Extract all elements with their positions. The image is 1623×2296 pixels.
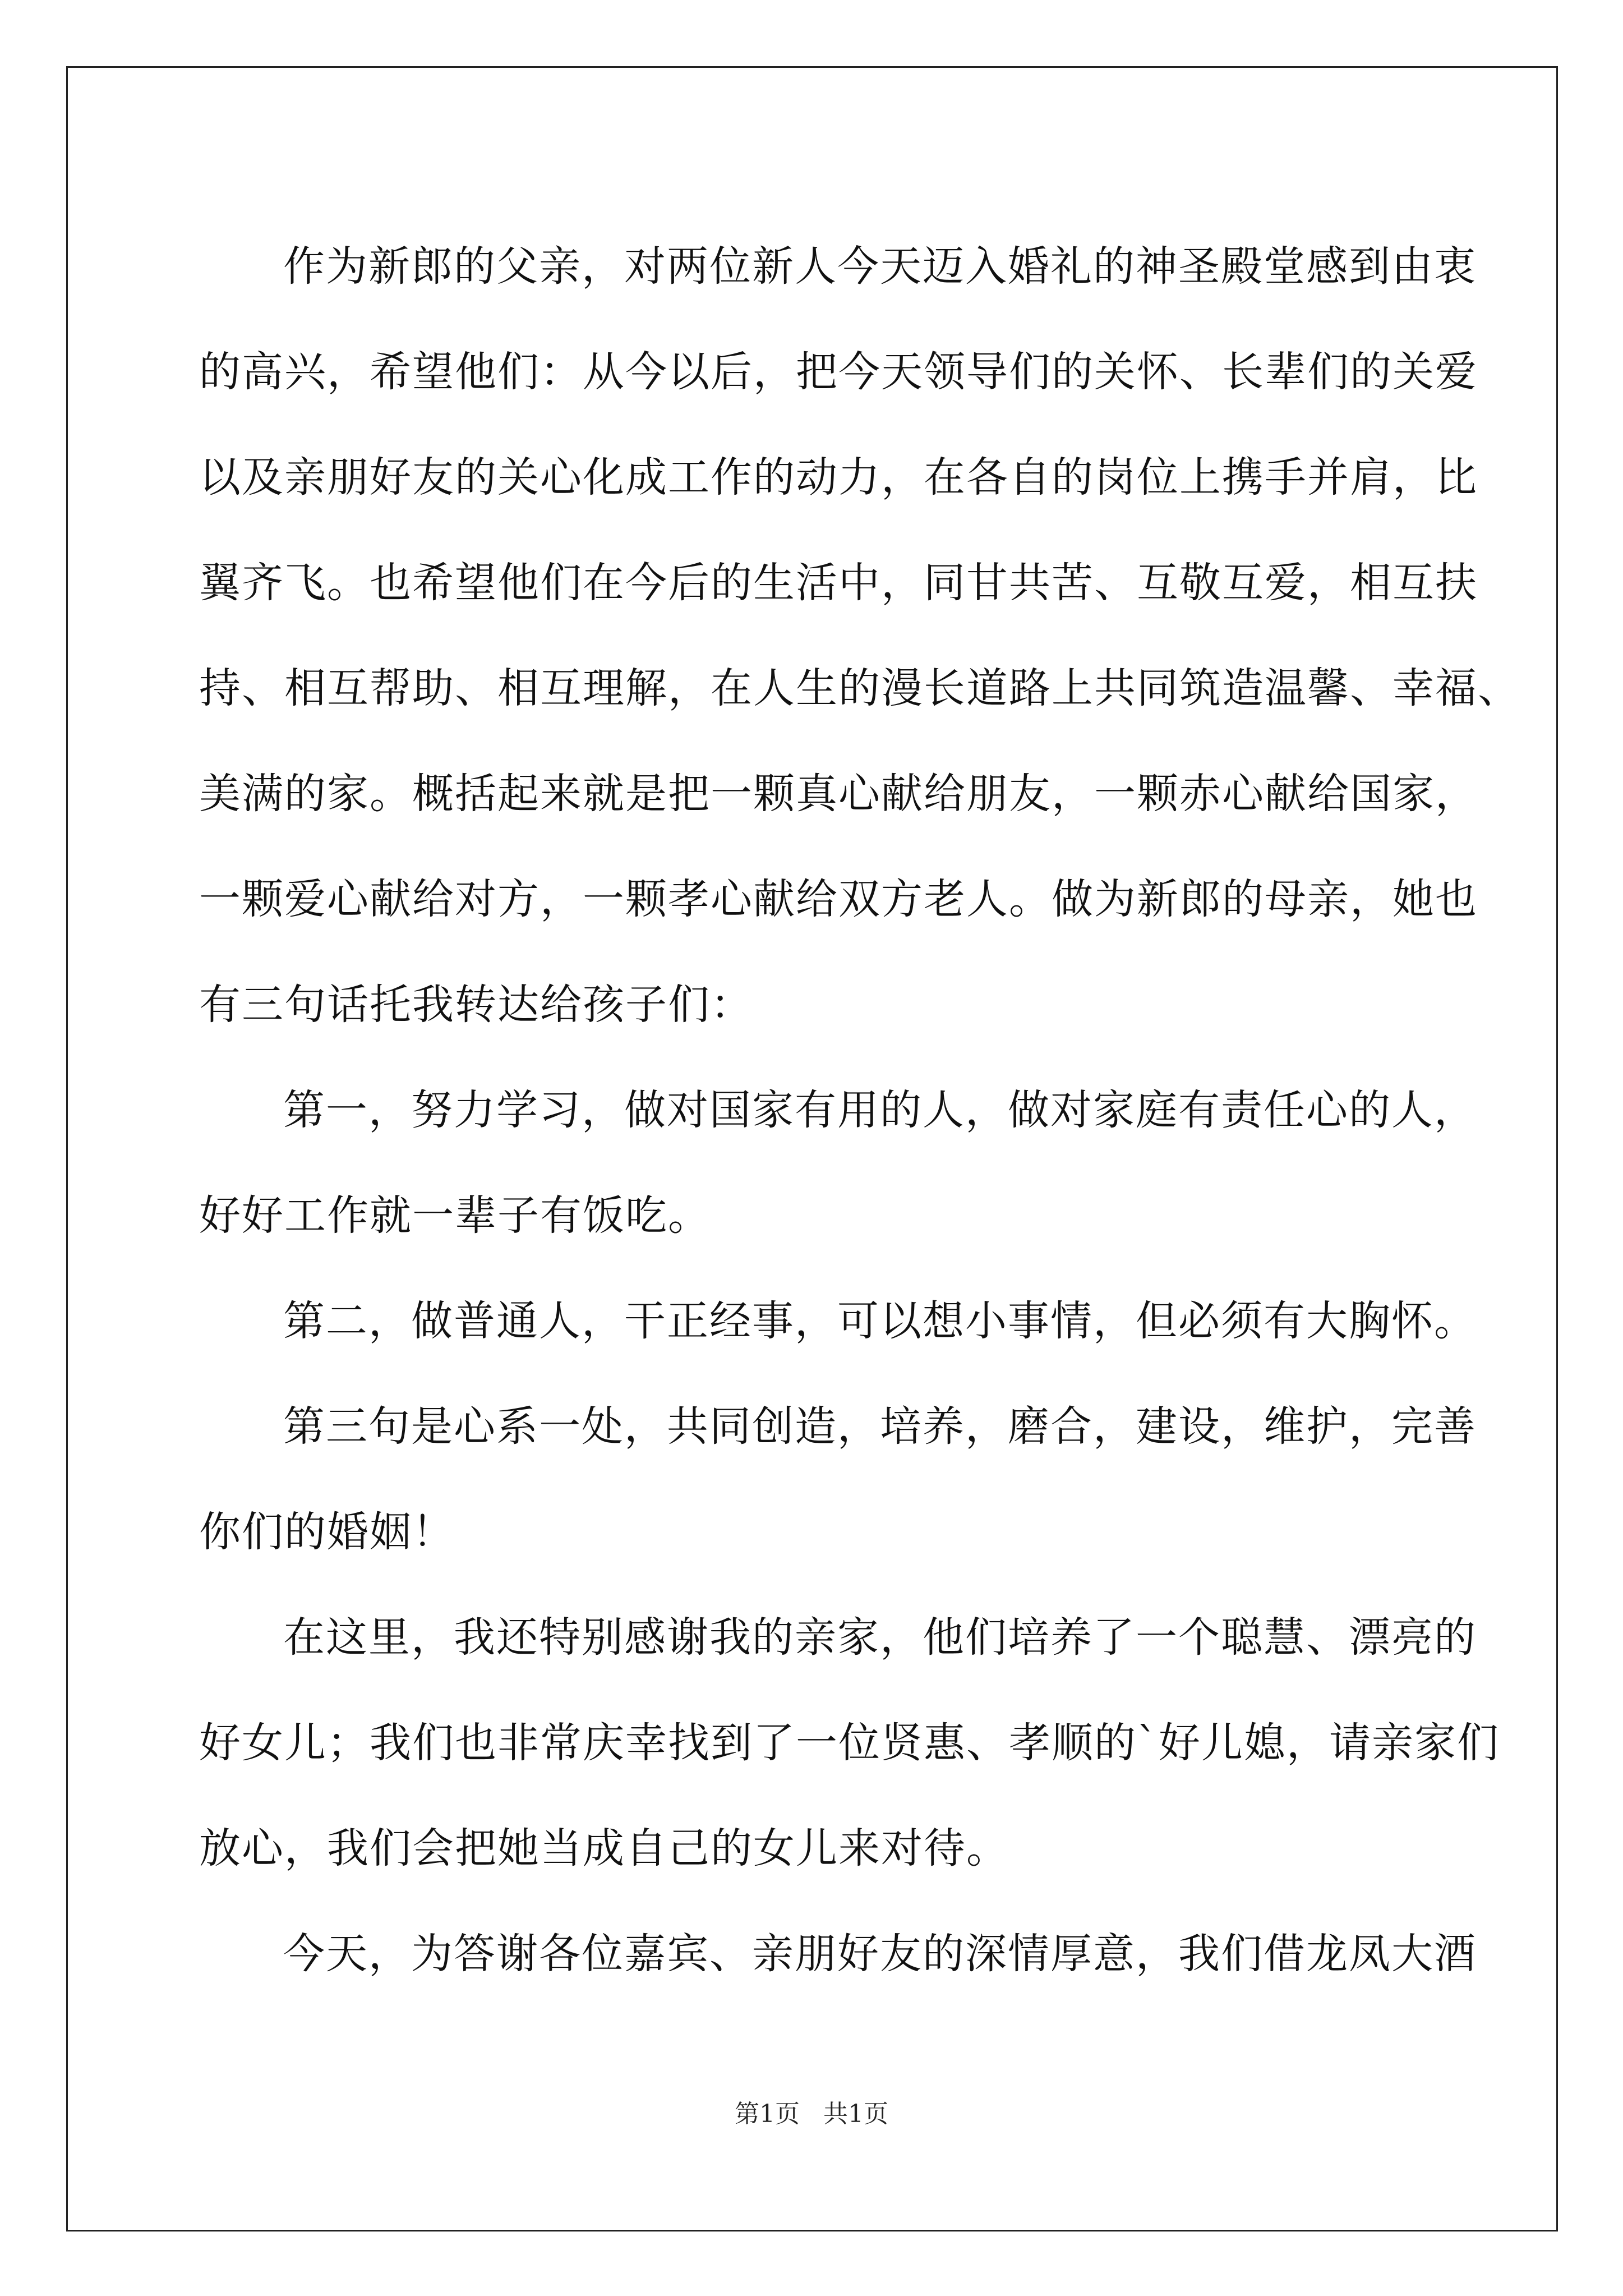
- text-line: 放心，我们会把她当成自己的女儿来对待。: [199, 1824, 1009, 1872]
- text-line: 在这里，我还特别感谢我的亲家，他们培养了一个聪慧、漂亮的: [283, 1613, 1477, 1662]
- text-line: 第二，做普通人，干正经事，可以想小事情，但必须有大胸怀。: [283, 1297, 1477, 1345]
- text-line: 好好工作就一辈子有饭吃。: [199, 1191, 711, 1240]
- text-line: 你们的婚姻！: [199, 1508, 455, 1556]
- text-line: 的高兴，希望他们：从今以后，把今天领导们的关怀、长辈们的关爱: [199, 348, 1478, 396]
- document-body: [199, 214, 1520, 2007]
- page-footer: [0, 2093, 1623, 2129]
- text-line: 以及亲朋好友的关心化成工作的动力，在各自的岗位上携手并肩，比: [199, 453, 1478, 501]
- current-page-label: 第1页: [735, 2100, 800, 2128]
- text-line: 翼齐飞。也希望他们在今后的生活中，同甘共苦、互敬互爱，相互扶: [199, 559, 1478, 607]
- text-line: 作为新郎的父亲，对两位新人今天迈入婚礼的神圣殿堂感到由衷: [283, 242, 1477, 291]
- text-line: 第一，努力学习，做对国家有用的人，做对家庭有责任心的人，: [283, 1086, 1477, 1134]
- text-line: 第三句是心系一处，共同创造，培养，磨合，建设，维护，完善: [283, 1402, 1477, 1451]
- total-pages-label: 共1页: [823, 2100, 888, 2128]
- text-line: 有三句话托我转达给孩子们：: [199, 981, 753, 1029]
- text-line: 一颗爱心献给对方，一颗孝心献给双方老人。做为新郎的母亲，她也: [199, 875, 1478, 923]
- text-line: 好女儿；我们也非常庆幸找到了一位贤惠、孝顺的`好儿媳，请亲家们: [199, 1719, 1500, 1767]
- text-line: 持、相互帮助、相互理解，在人生的漫长道路上共同筑造温馨、幸福、: [199, 664, 1520, 712]
- text-line: 今天，为答谢各位嘉宾、亲朋好友的深情厚意，我们借龙凤大酒: [283, 1930, 1477, 1978]
- text-line: 美满的家。概括起来就是把一颗真心献给朋友，一颗赤心献给国家，: [199, 770, 1478, 818]
